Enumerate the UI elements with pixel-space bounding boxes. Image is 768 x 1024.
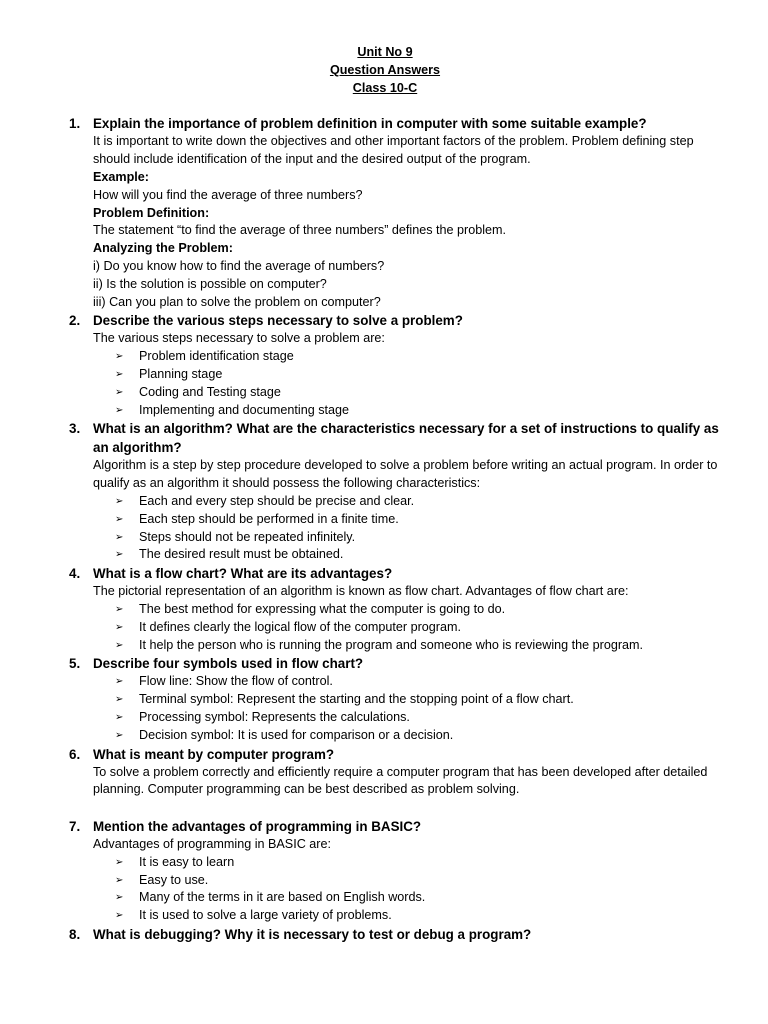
question-list	[0, 114, 768, 944]
question-item	[0, 817, 768, 925]
arrowhead-bullet-icon: ➢	[115, 676, 124, 688]
arrowhead-bullet-icon: ➢	[115, 711, 124, 723]
bullet-item	[93, 907, 728, 925]
bullet-item	[93, 529, 728, 547]
arrowhead-bullet-icon: ➢	[115, 621, 124, 633]
question-title: Mention the advantages of programming in BASIC?	[93, 819, 422, 835]
bullet-list	[93, 854, 728, 925]
bullet-text: Many of the terms in it are based on English words.	[139, 890, 426, 905]
bullet-item	[93, 493, 728, 511]
answer-text: Algorithm is a step by step procedure developed to solve a problem before writing an actual program. In order to qualify as an algorithm it should possess the following characteristics:	[93, 458, 718, 491]
answer-text: The statement “to find the average of three numbers” defines the problem.	[93, 223, 507, 238]
question-number: 1.	[69, 116, 81, 132]
question-title: What is an algorithm? What are the characteristics necessary for a set of instructions to qualify as an algorithm?	[93, 421, 719, 456]
bullet-item	[93, 366, 728, 384]
arrowhead-bullet-icon: ➢	[115, 639, 124, 651]
answer-text: The various steps necessary to solve a problem are:	[93, 331, 385, 346]
bullet-text: Steps should not be repeated infinitely.	[139, 529, 356, 544]
bullet-item	[93, 348, 728, 366]
arrowhead-bullet-icon: ➢	[115, 910, 124, 922]
unit-title: Unit No 9	[357, 45, 413, 59]
arrowhead-bullet-icon: ➢	[115, 386, 124, 398]
bullet-text: It help the person who is running the program and someone who is reviewing the program.	[139, 637, 644, 652]
question-number: 8.	[69, 927, 81, 943]
bullet-item	[93, 402, 728, 420]
answer-text: It is important to write down the objectives and other important factors of the problem. Problem defining step should include identification of the input and the desired output of the program.	[93, 134, 694, 167]
question-item	[0, 564, 768, 654]
bullet-item	[93, 511, 728, 529]
arrowhead-bullet-icon: ➢	[115, 351, 124, 363]
bullet-item	[93, 601, 728, 619]
bullet-item	[93, 872, 728, 890]
bullet-text: Problem identification stage	[139, 349, 294, 364]
bullet-item	[93, 673, 728, 691]
question-item	[0, 419, 768, 564]
question-item	[0, 311, 768, 419]
question-title: Explain the importance of problem definition in computer with some suitable example?	[93, 116, 647, 132]
bullet-item	[93, 637, 728, 655]
bullet-item	[93, 546, 728, 564]
answer-text: iii) Can you plan to solve the problem on computer?	[93, 294, 381, 309]
answer-label: Example:	[93, 169, 149, 184]
bullet-list	[93, 601, 728, 654]
question-title: What is meant by computer program?	[93, 746, 335, 762]
bullet-item	[93, 691, 728, 709]
arrowhead-bullet-icon: ➢	[115, 495, 124, 507]
bullet-text: Decision symbol: It is used for comparison or a decision.	[139, 727, 454, 742]
bullet-text: Planning stage	[139, 366, 223, 381]
arrowhead-bullet-icon: ➢	[115, 856, 124, 868]
question-item	[0, 114, 768, 311]
arrowhead-bullet-icon: ➢	[115, 549, 124, 561]
bullet-text: The desired result must be obtained.	[139, 547, 344, 562]
bullet-list	[93, 493, 728, 564]
section-gap	[93, 799, 728, 817]
arrowhead-bullet-icon: ➢	[115, 892, 124, 904]
document-subtitle: Question Answers	[329, 62, 441, 77]
answer-text: How will you find the average of three numbers?	[93, 187, 363, 202]
question-number: 4.	[69, 566, 81, 582]
bullet-text: Coding and Testing stage	[139, 384, 281, 399]
bullet-text: Flow line: Show the flow of control.	[139, 674, 333, 689]
answer-text: ii) Is the solution is possible on computer?	[93, 276, 327, 291]
bullet-text: Implementing and documenting stage	[139, 402, 350, 417]
bullet-text: Processing symbol: Represents the calculations.	[139, 709, 410, 724]
bullet-text: Easy to use.	[139, 872, 209, 887]
arrowhead-bullet-icon: ➢	[115, 729, 124, 741]
bullet-list	[93, 673, 728, 744]
answer-label: Analyzing the Problem:	[93, 241, 233, 256]
question-item	[0, 925, 768, 944]
question-number: 3.	[69, 421, 81, 437]
answer-text: Advantages of programming in BASIC are:	[93, 837, 332, 852]
question-number: 7.	[69, 819, 81, 835]
document-header	[0, 44, 768, 97]
bullet-text: It is used to solve a large variety of problems.	[139, 908, 392, 923]
arrowhead-bullet-icon: ➢	[115, 694, 124, 706]
arrowhead-bullet-icon: ➢	[115, 874, 124, 886]
header-spacer	[0, 97, 768, 114]
bullet-text: The best method for expressing what the computer is going to do.	[139, 601, 506, 616]
question-item	[0, 745, 768, 818]
arrowhead-bullet-icon: ➢	[115, 531, 124, 543]
bullet-text: Terminal symbol: Represent the starting and the stopping point of a flow chart.	[139, 692, 574, 707]
answer-text: i) Do you know how to find the average of numbers?	[93, 258, 385, 273]
question-item	[0, 654, 768, 744]
answer-label: Problem Definition:	[93, 205, 210, 220]
question-title: Describe four symbols used in flow chart?	[93, 656, 364, 672]
question-number: 6.	[69, 746, 81, 762]
question-title: What is a flow chart? What are its advantages?	[93, 566, 393, 582]
bullet-item	[93, 727, 728, 745]
bullet-text: Each and every step should be precise and clear.	[139, 493, 415, 508]
arrowhead-bullet-icon: ➢	[115, 404, 124, 416]
question-number: 2.	[69, 313, 81, 329]
answer-text: To solve a problem correctly and efficiently require a computer program that has been developed after detailed planning. Computer programming can be best described as problem solving.	[93, 764, 708, 797]
arrowhead-bullet-icon: ➢	[115, 513, 124, 525]
bullet-list	[93, 348, 728, 419]
arrowhead-bullet-icon: ➢	[115, 603, 124, 615]
bullet-text: Each step should be performed in a finite time.	[139, 511, 399, 526]
class-label: Class 10-C	[352, 80, 418, 95]
bullet-text: It is easy to learn	[139, 854, 235, 869]
bullet-item	[93, 854, 728, 872]
bullet-item	[93, 709, 728, 727]
question-title: Describe the various steps necessary to solve a problem?	[93, 313, 463, 329]
bullet-item	[93, 384, 728, 402]
bullet-text: It defines clearly the logical flow of the computer program.	[139, 619, 461, 634]
question-title: What is debugging? Why it is necessary to test or debug a program?	[93, 927, 532, 943]
question-number: 5.	[69, 656, 81, 672]
bullet-item	[93, 889, 728, 907]
arrowhead-bullet-icon: ➢	[115, 368, 124, 380]
bullet-item	[93, 619, 728, 637]
answer-text: The pictorial representation of an algorithm is known as flow chart. Advantages of flow chart are:	[93, 584, 629, 599]
